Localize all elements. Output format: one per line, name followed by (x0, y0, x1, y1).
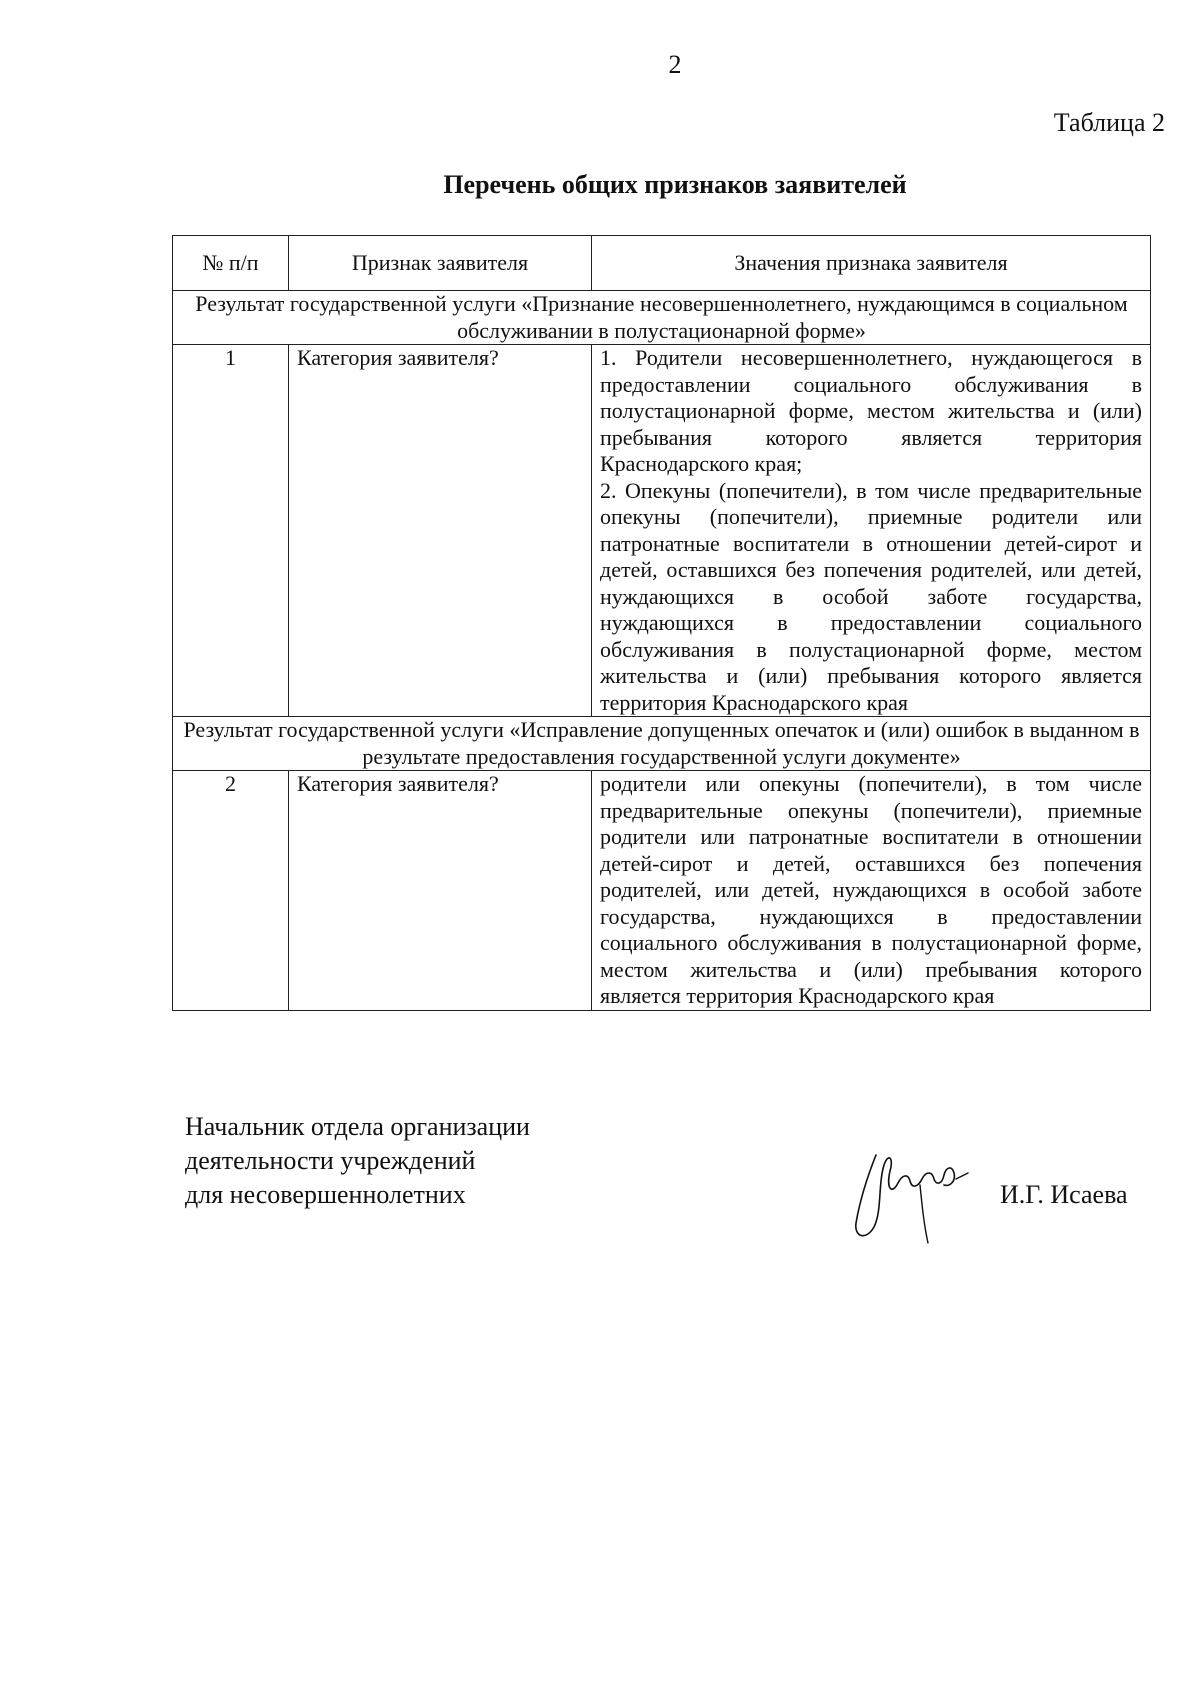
position-line: Начальник отдела организации (185, 1112, 530, 1141)
handwritten-signature-icon (838, 1145, 978, 1245)
position-line: для несовершеннолетних (185, 1180, 466, 1209)
header-number: № п/п (173, 236, 289, 291)
table-row (173, 345, 1151, 717)
section-row (173, 717, 1151, 771)
header-values: Значения признака заявителя (592, 236, 1151, 291)
signatory-position (185, 1110, 530, 1212)
table-row (173, 771, 1151, 1011)
section-title: Результат государственной услуги «Признание несовершеннолетнего, нуждающимся в социальном обслуживании в полустационарной форме» (173, 291, 1151, 345)
applicant-attributes-table (172, 235, 1151, 1011)
position-line: деятельности учреждений (185, 1146, 476, 1175)
row-attribute: Категория заявителя? (289, 771, 592, 1011)
value-item: родители или опекуны (попечители), в том числе предварительные опекуны (попечители), приемные родители или патронатные воспитатели в отношении детей-сирот и детей, оставшихся без попечения родителей, или детей, нуждающихся в особой заботе государства, нуждающихся в предоставлении социального обслуживания в полустационарной форме, местом жительства и (или) пребывания которого является территория Краснодарского края (600, 771, 1142, 1008)
value-item: 1. Родители несовершеннолетнего, нуждающегося в предоставлении социального обслуживания в полустационарной форме, местом жительства и (или) пребывания которого является территория Краснодарского края; (600, 345, 1142, 476)
row-values (592, 345, 1151, 717)
row-number: 2 (173, 771, 289, 1011)
row-values (592, 771, 1151, 1011)
document-title: Перечень общих признаков заявителей (443, 170, 907, 199)
signer-name: И.Г. Исаева (1000, 1180, 1128, 1209)
row-attribute: Категория заявителя? (289, 345, 592, 717)
table-label: Таблица 2 (1053, 108, 1165, 137)
table-header-row (173, 236, 1151, 291)
section-title: Результат государственной услуги «Исправление допущенных опечаток и (или) ошибок в выданном в результате предоставления государственной услуги документе» (173, 717, 1151, 771)
page-number: 2 (668, 50, 682, 79)
row-number: 1 (173, 345, 289, 717)
section-row (173, 291, 1151, 345)
value-item: 2. Опекуны (попечители), в том числе предварительные опекуны (попечители), приемные родители или патронатные воспитатели в отношении детей-сирот и детей, оставшихся без попечения родителей, или детей, нуждающихся в особой заботе государства, нуждающихся в предоставлении социального обслуживания в полустационарной форме, местом жительства и (или) пребывания которого является территория Краснодарского края (600, 477, 1142, 715)
header-attribute: Признак заявителя (289, 236, 592, 291)
